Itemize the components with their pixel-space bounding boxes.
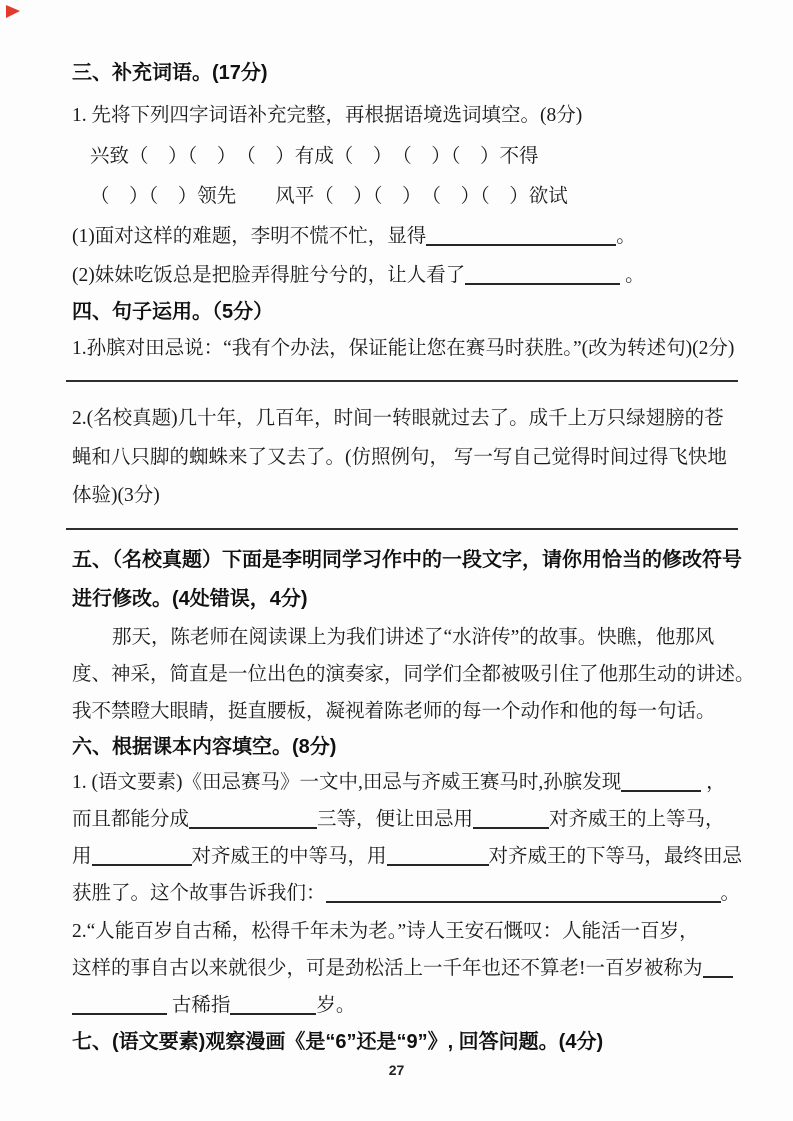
fill-in-line-1 — [72, 224, 636, 250]
section-5-paragraph-line-1: 那天，陈老师在阅读课上为我们讲述了“水浒传”的故事。快瞧，他那风 — [112, 627, 715, 648]
answer-blank — [92, 852, 192, 866]
section-4-q2-line-1: 2.(名校真题)几十年，几百年，时间一转眼就过去了。成千上万只绿翅膀的苍 — [72, 408, 724, 429]
section-6-q1-line-1 — [72, 770, 726, 796]
text-segment: 对齐威王的中等马，用 — [191, 846, 387, 867]
text-segment: (1)面对这样的难题，李明不慌不忙，显得 — [72, 226, 427, 247]
section-5-heading-line-1: 五、（名校真题）下面是李明同学习作中的一段文字，请你用恰当的修改符号 — [72, 549, 742, 571]
text-segment: 获胜了。这个故事告诉我们： — [72, 883, 326, 904]
text-segment: 古稀指 — [167, 995, 231, 1016]
section-4-q2-line-3: 体验)(3分) — [72, 485, 160, 506]
section-5-paragraph-line-2: 度、神采，简直是一位出色的演奏家，同学们全都被吸引住了他那生动的讲述。 — [72, 664, 755, 685]
answer-blank — [326, 889, 721, 903]
text-segment: 三等，便让田忌用 — [317, 809, 474, 830]
section-7-heading: 七、(语文要素)观察漫画《是“6”还是“9”》, 回答问题。(4分) — [72, 1031, 604, 1053]
text-segment: 。 — [620, 265, 645, 286]
text-segment: 岁。 — [316, 995, 356, 1016]
answer-blank — [465, 271, 620, 285]
answer-rule-line — [66, 528, 738, 530]
text-segment: 用 — [72, 846, 92, 867]
section-3-q1-instruction: 1. 先将下列四字词语补充完整，再根据语境选词填空。(8分) — [72, 105, 583, 126]
section-6-q1-line-3 — [72, 844, 742, 870]
section-4-q2-line-2: 蝇和八只脚的蜘蛛来了又去了。(仿照例句， 写一写自己觉得时间过得飞快地 — [72, 447, 727, 468]
page-number: 27 — [388, 1062, 405, 1078]
word-bank-row-2: （ ）（ ）领先 风平（ ）（ ） （ ）（ ）欲试 — [90, 186, 568, 207]
section-6-q1-line-4 — [72, 881, 740, 907]
fill-in-line-2 — [72, 263, 645, 289]
text-segment: 对齐威王的上等马， — [549, 809, 725, 830]
answer-blank — [387, 852, 489, 866]
section-3-heading: 三、补充词语。(17分) — [72, 62, 268, 84]
text-segment: 。 — [720, 883, 741, 904]
text-segment: 对齐威王的下等马，最终田忌 — [488, 846, 743, 867]
text-segment: (2)妹妹吃饭总是把脸弄得脏兮兮的，让人看了 — [72, 265, 466, 286]
answer-rule-line — [66, 380, 738, 382]
text-segment: 1. (语文要素)《田忌赛马》一文中,田忌与齐威王赛马时,孙膑发现 — [72, 772, 622, 793]
text-segment: ， — [701, 772, 726, 793]
answer-blank — [473, 815, 549, 829]
section-6-q1-line-2 — [72, 807, 725, 833]
answer-blank — [426, 232, 616, 246]
answer-blank — [189, 815, 317, 829]
section-6-q2-line-2 — [72, 956, 733, 982]
answer-blank — [230, 1001, 316, 1015]
section-6-heading: 六、根据课本内容填空。(8分) — [72, 736, 337, 758]
section-6-q2-line-3 — [72, 993, 355, 1019]
answer-blank — [621, 778, 701, 792]
text-segment: 。 — [616, 226, 636, 247]
section-4-heading: 四、句子运用。（5分） — [72, 301, 274, 323]
red-corner-marker-icon — [6, 5, 20, 18]
section-6-q2-line-1: 2.“人能百岁自古稀，松得千年未为老。”诗人王安石慨叹：人能活一百岁， — [72, 921, 699, 942]
answer-blank — [72, 1001, 167, 1015]
answer-blank — [703, 964, 733, 978]
text-segment: 这样的事自古以来就很少，可是劲松活上一千年也还不算老!一百岁被称为 — [72, 958, 703, 979]
section-5-heading-line-2: 进行修改。(4处错误，4分) — [72, 588, 308, 610]
section-5-paragraph-line-3: 我不禁瞪大眼睛，挺直腰板，凝视着陈老师的每一个动作和他的每一句话。 — [72, 701, 716, 722]
word-bank-row-1: 兴致（ ）（ ） （ ）有成（ ） （ ）（ ）不得 — [90, 146, 539, 167]
text-segment: 而且都能分成 — [72, 809, 190, 830]
section-4-q1: 1.孙膑对田忌说：“我有个办法，保证能让您在赛马时获胜。”(改为转述句)(2分) — [72, 338, 735, 359]
